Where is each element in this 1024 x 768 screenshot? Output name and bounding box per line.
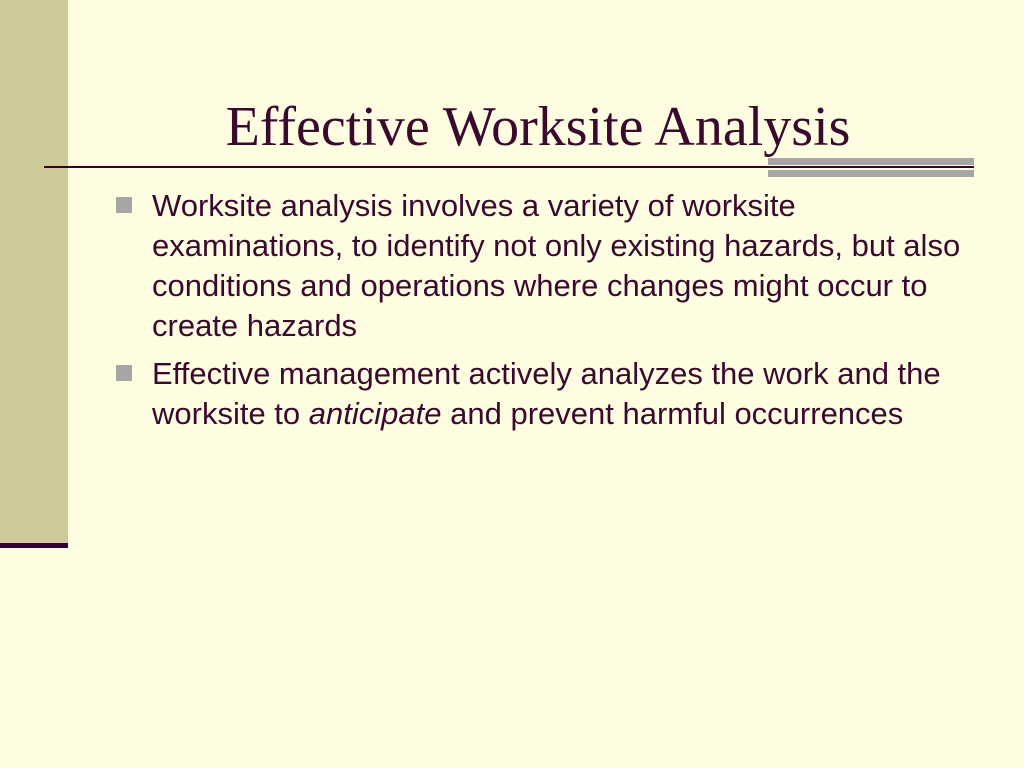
- bullet-item-worksite-analysis: [114, 186, 984, 346]
- bullet-list: [114, 186, 984, 442]
- left-bar-accent-line: [0, 543, 68, 548]
- square-bullet-icon: [116, 197, 132, 213]
- decorative-gray-bar-top: [768, 158, 974, 165]
- title-underline: [44, 166, 974, 168]
- slide-title: Effective Worksite Analysis: [225, 96, 851, 158]
- bullet-text-emphasis: anticipate: [308, 396, 442, 431]
- bullet-text: Worksite analysis involves a variety of worksite examinations, to identify not only existing hazards, but also conditions and operations where changes might occur to create hazards: [152, 188, 961, 343]
- bullet-text-after: and prevent harmful occurrences: [441, 396, 904, 431]
- left-decorative-bar: [0, 0, 68, 543]
- bullet-text-before: Effective management actively analyzes the work and the worksite to: [152, 356, 941, 431]
- bullet-item-effective-management: [114, 354, 984, 434]
- decorative-gray-bar-bottom: [768, 170, 974, 177]
- square-bullet-icon: [116, 365, 132, 381]
